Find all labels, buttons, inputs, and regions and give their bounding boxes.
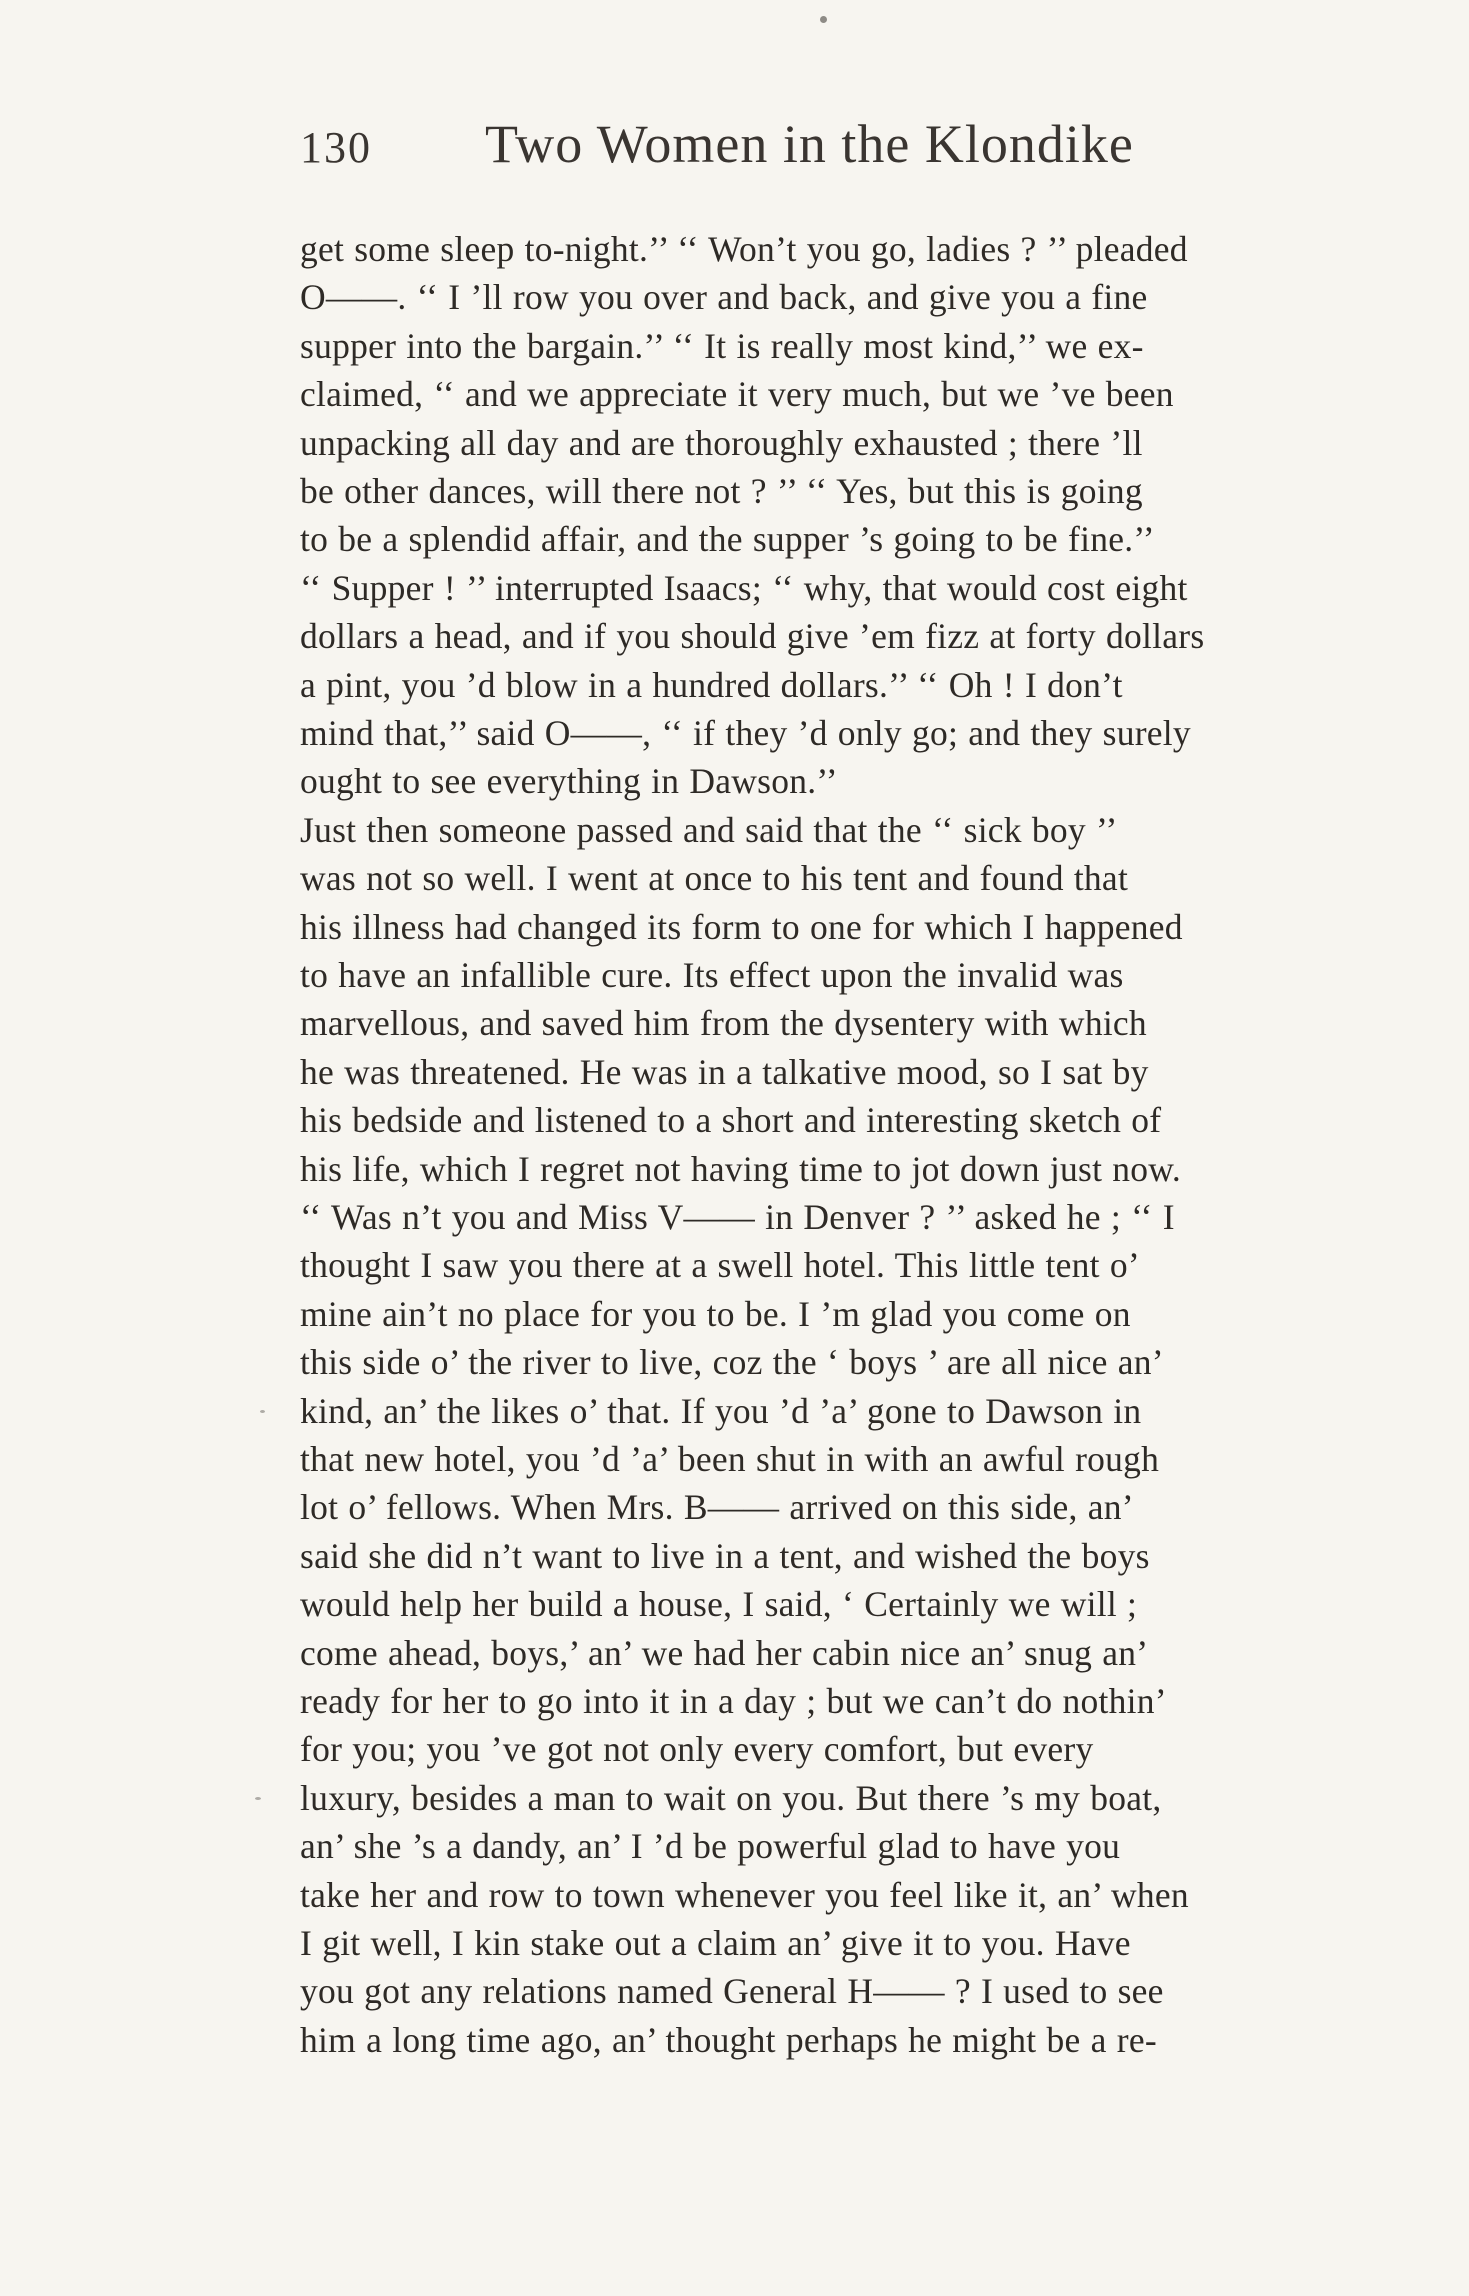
text-line: I git well, I kin stake out a claim an’ give it to you. Have bbox=[300, 1923, 1131, 1963]
text-line: supper into the bargain.’’ ‘‘ It is really most kind,’’ we ex- bbox=[300, 325, 1144, 366]
text-line: get some sleep to-night.’’ ‘‘ Won’t you go, ladies ? ’’ pleaded bbox=[300, 229, 1188, 269]
paper-speck bbox=[255, 1797, 261, 1800]
text-line: him a long time ago, an’ thought perhaps he might be a re- bbox=[300, 2019, 1157, 2060]
text-line: his illness had changed its form to one for which I happened bbox=[300, 906, 1183, 947]
text-line: ready for her to go into it in a day ; but we can’t do nothin’ bbox=[300, 1681, 1167, 1721]
text-line: you got any relations named General H—— ? I used to see bbox=[300, 1971, 1164, 2012]
text-line: he was threatened. He was in a talkative mood, so I sat by bbox=[300, 1051, 1149, 1092]
text-line: ought to see everything in Dawson.’’ bbox=[300, 761, 838, 802]
text-line: ‘‘ Was n’t you and Miss V—— in Denver ? ’’ asked he ; ‘‘ I bbox=[300, 1197, 1175, 1237]
text-line: an’ she ’s a dandy, an’ I ’d be powerful glad to have you bbox=[300, 1826, 1121, 1867]
text-line: to be a splendid affair, and the supper ’s going to be fine.’’ bbox=[300, 519, 1155, 560]
text-line: to have an infallible cure. Its effect upon the invalid was bbox=[300, 955, 1124, 995]
text-line: thought I saw you there at a swell hotel. This little tent o’ bbox=[300, 1245, 1140, 1286]
text-line: that new hotel, you ’d ’a’ been shut in with an awful rough bbox=[300, 1439, 1160, 1479]
paper-speck bbox=[820, 16, 827, 23]
text-line: mine ain’t no place for you to be. I ’m glad you come on bbox=[300, 1293, 1131, 1334]
text-line: his life, which I regret not having time to jot down just now. bbox=[300, 1148, 1182, 1189]
text-line: would help her build a house, I said, ‘ Certainly we will ; bbox=[300, 1584, 1138, 1625]
text-line: was not so well. I went at once to his tent and found that bbox=[300, 858, 1129, 899]
text-line: be other dances, will there not ? ’’ ‘‘ Yes, but this is going bbox=[300, 471, 1143, 511]
text-line: kind, an’ the likes o’ that. If you ’d ’a’ gone to Dawson in bbox=[300, 1390, 1142, 1431]
text-line: come ahead, boys,’ an’ we had her cabin nice an’ snug an’ bbox=[300, 1632, 1149, 1673]
paper-speck bbox=[260, 1410, 265, 1413]
text-line: luxury, besides a man to wait on you. But there ’s my boat, bbox=[300, 1777, 1162, 1818]
text-line: take her and row to town whenever you feel like it, an’ when bbox=[300, 1874, 1189, 1915]
text-line: marvellous, and saved him from the dysentery with which bbox=[300, 1003, 1147, 1044]
text-line: O——. ‘‘ I ’ll row you over and back, and give you a fine bbox=[300, 277, 1148, 318]
text-line: claimed, ‘‘ and we appreciate it very much, but we ’ve been bbox=[300, 374, 1174, 415]
text-line: his bedside and listened to a short and interesting sketch of bbox=[300, 1100, 1162, 1141]
text-line: this side o’ the river to live, coz the ‘ boys ’ are all nice an’ bbox=[300, 1342, 1164, 1383]
page-number: 130 bbox=[300, 123, 372, 172]
running-title: Two Women in the Klondike bbox=[485, 114, 1134, 174]
text-line: dollars a head, and if you should give ’em fizz at forty dollars bbox=[300, 616, 1205, 657]
text-line: Just then someone passed and said that the ‘‘ sick boy ’’ bbox=[300, 809, 1118, 850]
text-line: a pint, you ’d blow in a hundred dollars.’’ ‘‘ Oh ! I don’t bbox=[300, 664, 1123, 705]
page-header bbox=[300, 108, 1240, 188]
text-line: said she did n’t want to live in a tent, and wished the boys bbox=[300, 1535, 1150, 1576]
text-line: for you; you ’ve got not only every comfort, but every bbox=[300, 1729, 1094, 1770]
text-line: ‘‘ Supper ! ’’ interrupted Isaacs; ‘‘ why, that would cost eight bbox=[300, 567, 1188, 608]
text-line: lot o’ fellows. When Mrs. B—— arrived on this side, an’ bbox=[300, 1487, 1134, 1528]
text-line: unpacking all day and are thoroughly exhausted ; there ’ll bbox=[300, 422, 1143, 463]
text-line: mind that,’’ said O——, ‘‘ if they ’d only go; and they surely bbox=[300, 713, 1191, 753]
